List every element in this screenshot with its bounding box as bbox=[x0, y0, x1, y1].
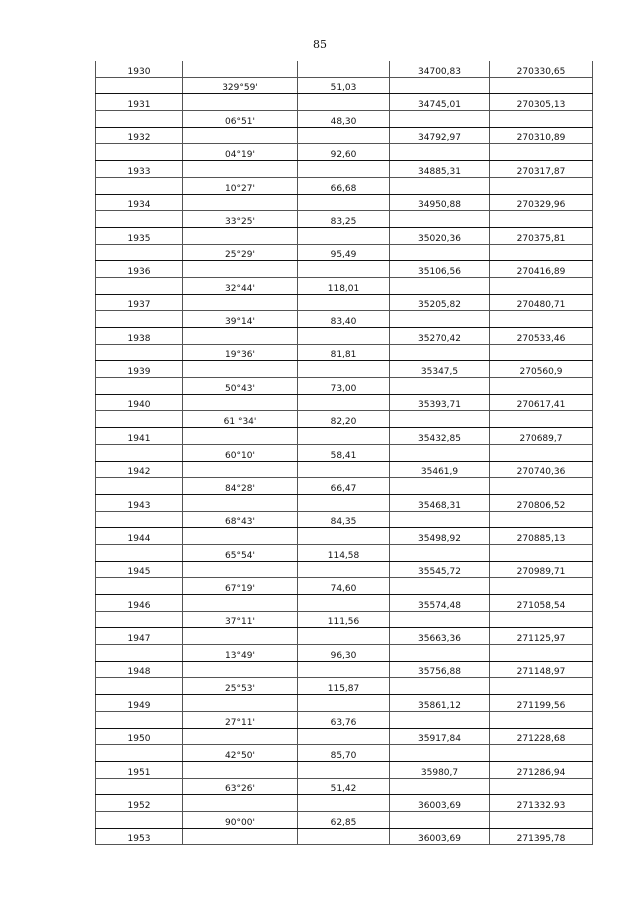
table-row bbox=[96, 177, 593, 194]
y-coordinate-cell bbox=[490, 277, 593, 294]
angle-cell bbox=[183, 528, 298, 545]
distance-cell bbox=[298, 428, 390, 445]
distance-cell bbox=[298, 394, 390, 411]
angle-cell: 329°59' bbox=[183, 77, 298, 94]
angle-cell bbox=[183, 361, 298, 378]
y-coordinate-cell bbox=[490, 745, 593, 762]
year-cell bbox=[96, 77, 183, 94]
distance-cell: 84,35 bbox=[298, 511, 390, 528]
angle-cell bbox=[183, 795, 298, 812]
table-row bbox=[96, 127, 593, 144]
table-row bbox=[96, 611, 593, 628]
angle-cell: 19°36' bbox=[183, 344, 298, 361]
angle-cell: 60°10' bbox=[183, 444, 298, 461]
table-row bbox=[96, 811, 593, 828]
angle-cell: 68°43' bbox=[183, 511, 298, 528]
distance-cell bbox=[298, 328, 390, 345]
y-coordinate-cell bbox=[490, 378, 593, 395]
year-cell bbox=[96, 611, 183, 628]
angle-cell bbox=[183, 227, 298, 244]
table-row bbox=[96, 494, 593, 511]
y-coordinate-cell bbox=[490, 244, 593, 261]
distance-cell bbox=[298, 595, 390, 612]
y-coordinate-cell: 270480,71 bbox=[490, 294, 593, 311]
year-cell: 1945 bbox=[96, 561, 183, 578]
distance-cell bbox=[298, 294, 390, 311]
angle-cell bbox=[183, 695, 298, 712]
x-coordinate-cell bbox=[390, 111, 490, 128]
x-coordinate-cell bbox=[390, 244, 490, 261]
year-cell: 1934 bbox=[96, 194, 183, 211]
year-cell bbox=[96, 211, 183, 228]
distance-cell: 114,58 bbox=[298, 544, 390, 561]
y-coordinate-cell bbox=[490, 144, 593, 161]
x-coordinate-cell: 36003,69 bbox=[390, 828, 490, 845]
year-cell: 1952 bbox=[96, 795, 183, 812]
x-coordinate-cell: 35861,12 bbox=[390, 695, 490, 712]
x-coordinate-cell bbox=[390, 478, 490, 495]
year-cell bbox=[96, 111, 183, 128]
year-cell: 1940 bbox=[96, 394, 183, 411]
table-row bbox=[96, 795, 593, 812]
table-row bbox=[96, 111, 593, 128]
x-coordinate-cell: 35270,42 bbox=[390, 328, 490, 345]
distance-cell: 74,60 bbox=[298, 578, 390, 595]
angle-cell: 10°27' bbox=[183, 177, 298, 194]
table-row bbox=[96, 595, 593, 612]
distance-cell: 92,60 bbox=[298, 144, 390, 161]
y-coordinate-cell: 270740,36 bbox=[490, 461, 593, 478]
y-coordinate-cell: 270317,87 bbox=[490, 161, 593, 178]
y-coordinate-cell: 270533,46 bbox=[490, 328, 593, 345]
distance-cell bbox=[298, 528, 390, 545]
distance-cell: 111,56 bbox=[298, 611, 390, 628]
distance-cell: 115,87 bbox=[298, 678, 390, 695]
x-coordinate-cell bbox=[390, 444, 490, 461]
x-coordinate-cell bbox=[390, 645, 490, 662]
year-cell bbox=[96, 511, 183, 528]
year-cell: 1948 bbox=[96, 661, 183, 678]
distance-cell bbox=[298, 194, 390, 211]
angle-cell bbox=[183, 394, 298, 411]
x-coordinate-cell bbox=[390, 811, 490, 828]
angle-cell bbox=[183, 494, 298, 511]
table-row bbox=[96, 695, 593, 712]
y-coordinate-cell bbox=[490, 311, 593, 328]
year-cell: 1936 bbox=[96, 261, 183, 278]
angle-cell: 04°19' bbox=[183, 144, 298, 161]
y-coordinate-cell: 271058,54 bbox=[490, 595, 593, 612]
year-cell bbox=[96, 144, 183, 161]
y-coordinate-cell bbox=[490, 645, 593, 662]
x-coordinate-cell bbox=[390, 711, 490, 728]
x-coordinate-cell: 35106,56 bbox=[390, 261, 490, 278]
x-coordinate-cell: 35205,82 bbox=[390, 294, 490, 311]
table-row bbox=[96, 378, 593, 395]
angle-cell bbox=[183, 828, 298, 845]
table-row bbox=[96, 294, 593, 311]
distance-cell bbox=[298, 761, 390, 778]
year-cell: 1947 bbox=[96, 628, 183, 645]
angle-cell: 06°51' bbox=[183, 111, 298, 128]
x-coordinate-cell: 35663,36 bbox=[390, 628, 490, 645]
y-coordinate-cell: 270330,65 bbox=[490, 61, 593, 77]
distance-cell: 85,70 bbox=[298, 745, 390, 762]
angle-cell: 32°44' bbox=[183, 277, 298, 294]
angle-cell bbox=[183, 595, 298, 612]
x-coordinate-cell: 35461,9 bbox=[390, 461, 490, 478]
y-coordinate-cell bbox=[490, 444, 593, 461]
table-row bbox=[96, 528, 593, 545]
y-coordinate-cell bbox=[490, 578, 593, 595]
angle-cell bbox=[183, 761, 298, 778]
distance-cell bbox=[298, 728, 390, 745]
angle-cell: 67°19' bbox=[183, 578, 298, 595]
table-row bbox=[96, 144, 593, 161]
table-row bbox=[96, 461, 593, 478]
year-cell bbox=[96, 244, 183, 261]
table-row bbox=[96, 61, 593, 77]
year-cell bbox=[96, 745, 183, 762]
y-coordinate-cell bbox=[490, 177, 593, 194]
y-coordinate-cell: 270989,71 bbox=[490, 561, 593, 578]
year-cell: 1942 bbox=[96, 461, 183, 478]
x-coordinate-cell: 34950,88 bbox=[390, 194, 490, 211]
year-cell: 1941 bbox=[96, 428, 183, 445]
year-cell: 1930 bbox=[96, 61, 183, 77]
year-cell bbox=[96, 311, 183, 328]
table-row bbox=[96, 244, 593, 261]
y-coordinate-cell: 271228,68 bbox=[490, 728, 593, 745]
page-number: 85 bbox=[313, 38, 327, 51]
x-coordinate-cell: 35917,84 bbox=[390, 728, 490, 745]
y-coordinate-cell bbox=[490, 544, 593, 561]
distance-cell bbox=[298, 795, 390, 812]
angle-cell: 37°11' bbox=[183, 611, 298, 628]
distance-cell: 66,47 bbox=[298, 478, 390, 495]
y-coordinate-cell: 271148,97 bbox=[490, 661, 593, 678]
table-row bbox=[96, 394, 593, 411]
x-coordinate-cell bbox=[390, 578, 490, 595]
x-coordinate-cell: 35347,5 bbox=[390, 361, 490, 378]
x-coordinate-cell bbox=[390, 211, 490, 228]
year-cell: 1938 bbox=[96, 328, 183, 345]
year-cell bbox=[96, 711, 183, 728]
x-coordinate-cell bbox=[390, 778, 490, 795]
x-coordinate-cell bbox=[390, 144, 490, 161]
angle-cell bbox=[183, 428, 298, 445]
table-row bbox=[96, 711, 593, 728]
x-coordinate-cell: 35393,71 bbox=[390, 394, 490, 411]
y-coordinate-cell: 270689,7 bbox=[490, 428, 593, 445]
angle-cell: 27°11' bbox=[183, 711, 298, 728]
table-row bbox=[96, 344, 593, 361]
distance-cell: 82,20 bbox=[298, 411, 390, 428]
y-coordinate-cell: 270305,13 bbox=[490, 94, 593, 111]
x-coordinate-cell bbox=[390, 544, 490, 561]
year-cell bbox=[96, 344, 183, 361]
table-row bbox=[96, 328, 593, 345]
table-row bbox=[96, 578, 593, 595]
table-row bbox=[96, 411, 593, 428]
y-coordinate-cell bbox=[490, 111, 593, 128]
y-coordinate-cell: 270329,96 bbox=[490, 194, 593, 211]
year-cell bbox=[96, 411, 183, 428]
year-cell bbox=[96, 578, 183, 595]
angle-cell bbox=[183, 294, 298, 311]
distance-cell: 48,30 bbox=[298, 111, 390, 128]
x-coordinate-cell: 34792,97 bbox=[390, 127, 490, 144]
angle-cell: 13°49' bbox=[183, 645, 298, 662]
year-cell bbox=[96, 778, 183, 795]
year-cell: 1946 bbox=[96, 595, 183, 612]
y-coordinate-cell: 271395,78 bbox=[490, 828, 593, 845]
table-row bbox=[96, 745, 593, 762]
x-coordinate-cell: 35020,36 bbox=[390, 227, 490, 244]
table-row bbox=[96, 728, 593, 745]
x-coordinate-cell: 34885,31 bbox=[390, 161, 490, 178]
distance-cell bbox=[298, 127, 390, 144]
distance-cell bbox=[298, 695, 390, 712]
angle-cell bbox=[183, 628, 298, 645]
x-coordinate-cell bbox=[390, 611, 490, 628]
y-coordinate-cell bbox=[490, 678, 593, 695]
x-coordinate-cell: 35980,7 bbox=[390, 761, 490, 778]
table-row bbox=[96, 77, 593, 94]
distance-cell: 66,68 bbox=[298, 177, 390, 194]
table-row bbox=[96, 161, 593, 178]
distance-cell: 83,25 bbox=[298, 211, 390, 228]
x-coordinate-cell: 34745,01 bbox=[390, 94, 490, 111]
y-coordinate-cell bbox=[490, 711, 593, 728]
distance-cell: 81,81 bbox=[298, 344, 390, 361]
table-row bbox=[96, 361, 593, 378]
x-coordinate-cell bbox=[390, 745, 490, 762]
y-coordinate-cell bbox=[490, 778, 593, 795]
angle-cell bbox=[183, 61, 298, 77]
angle-cell bbox=[183, 261, 298, 278]
table-row bbox=[96, 211, 593, 228]
table-row bbox=[96, 194, 593, 211]
table-row bbox=[96, 94, 593, 111]
angle-cell: 25°53' bbox=[183, 678, 298, 695]
year-cell bbox=[96, 378, 183, 395]
y-coordinate-cell: 270617,41 bbox=[490, 394, 593, 411]
distance-cell: 96,30 bbox=[298, 645, 390, 662]
distance-cell bbox=[298, 828, 390, 845]
year-cell: 1951 bbox=[96, 761, 183, 778]
y-coordinate-cell bbox=[490, 411, 593, 428]
angle-cell: 25°29' bbox=[183, 244, 298, 261]
x-coordinate-cell bbox=[390, 277, 490, 294]
y-coordinate-cell: 270416,89 bbox=[490, 261, 593, 278]
table-row bbox=[96, 428, 593, 445]
angle-cell: 90°00' bbox=[183, 811, 298, 828]
distance-cell bbox=[298, 628, 390, 645]
y-coordinate-cell bbox=[490, 344, 593, 361]
distance-cell: 51,03 bbox=[298, 77, 390, 94]
year-cell: 1949 bbox=[96, 695, 183, 712]
x-coordinate-cell: 35468,31 bbox=[390, 494, 490, 511]
table-row bbox=[96, 761, 593, 778]
table-row bbox=[96, 628, 593, 645]
table-row bbox=[96, 561, 593, 578]
y-coordinate-cell bbox=[490, 511, 593, 528]
y-coordinate-cell bbox=[490, 77, 593, 94]
angle-cell bbox=[183, 127, 298, 144]
x-coordinate-cell bbox=[390, 344, 490, 361]
year-cell: 1937 bbox=[96, 294, 183, 311]
y-coordinate-cell bbox=[490, 811, 593, 828]
distance-cell: 62,85 bbox=[298, 811, 390, 828]
year-cell: 1953 bbox=[96, 828, 183, 845]
x-coordinate-cell: 35756,88 bbox=[390, 661, 490, 678]
distance-cell bbox=[298, 461, 390, 478]
x-coordinate-cell: 35574,48 bbox=[390, 595, 490, 612]
year-cell bbox=[96, 177, 183, 194]
coordinates-table bbox=[95, 61, 593, 845]
y-coordinate-cell bbox=[490, 611, 593, 628]
distance-cell: 51,42 bbox=[298, 778, 390, 795]
y-coordinate-cell: 271125,97 bbox=[490, 628, 593, 645]
y-coordinate-cell: 271332.93 bbox=[490, 795, 593, 812]
year-cell: 1935 bbox=[96, 227, 183, 244]
angle-cell: 61 °34' bbox=[183, 411, 298, 428]
year-cell: 1939 bbox=[96, 361, 183, 378]
year-cell: 1944 bbox=[96, 528, 183, 545]
table-row bbox=[96, 511, 593, 528]
distance-cell: 83,40 bbox=[298, 311, 390, 328]
table-row bbox=[96, 778, 593, 795]
distance-cell bbox=[298, 661, 390, 678]
angle-cell bbox=[183, 661, 298, 678]
y-coordinate-cell: 270560,9 bbox=[490, 361, 593, 378]
year-cell bbox=[96, 444, 183, 461]
distance-cell bbox=[298, 494, 390, 511]
distance-cell bbox=[298, 227, 390, 244]
year-cell bbox=[96, 645, 183, 662]
distance-cell bbox=[298, 561, 390, 578]
year-cell bbox=[96, 478, 183, 495]
table-row bbox=[96, 311, 593, 328]
angle-cell bbox=[183, 328, 298, 345]
x-coordinate-cell bbox=[390, 511, 490, 528]
year-cell: 1932 bbox=[96, 127, 183, 144]
angle-cell bbox=[183, 561, 298, 578]
y-coordinate-cell bbox=[490, 478, 593, 495]
table-row bbox=[96, 444, 593, 461]
table-row bbox=[96, 227, 593, 244]
x-coordinate-cell bbox=[390, 77, 490, 94]
distance-cell bbox=[298, 361, 390, 378]
x-coordinate-cell bbox=[390, 378, 490, 395]
year-cell bbox=[96, 678, 183, 695]
y-coordinate-cell bbox=[490, 211, 593, 228]
year-cell bbox=[96, 811, 183, 828]
distance-cell bbox=[298, 94, 390, 111]
y-coordinate-cell: 270310,89 bbox=[490, 127, 593, 144]
distance-cell: 63,76 bbox=[298, 711, 390, 728]
angle-cell: 63°26' bbox=[183, 778, 298, 795]
angle-cell: 84°28' bbox=[183, 478, 298, 495]
y-coordinate-cell: 271286,94 bbox=[490, 761, 593, 778]
angle-cell: 39°14' bbox=[183, 311, 298, 328]
table-row bbox=[96, 645, 593, 662]
year-cell: 1950 bbox=[96, 728, 183, 745]
y-coordinate-cell: 271199,56 bbox=[490, 695, 593, 712]
distance-cell: 58,41 bbox=[298, 444, 390, 461]
year-cell bbox=[96, 544, 183, 561]
distance-cell bbox=[298, 61, 390, 77]
distance-cell bbox=[298, 161, 390, 178]
x-coordinate-cell: 34700,83 bbox=[390, 61, 490, 77]
table-body bbox=[96, 61, 593, 845]
distance-cell: 73,00 bbox=[298, 378, 390, 395]
x-coordinate-cell bbox=[390, 411, 490, 428]
x-coordinate-cell bbox=[390, 678, 490, 695]
y-coordinate-cell: 270375,81 bbox=[490, 227, 593, 244]
table-row bbox=[96, 544, 593, 561]
y-coordinate-cell: 270885,13 bbox=[490, 528, 593, 545]
table-row bbox=[96, 277, 593, 294]
y-coordinate-cell: 270806,52 bbox=[490, 494, 593, 511]
distance-cell: 118,01 bbox=[298, 277, 390, 294]
table-row bbox=[96, 828, 593, 845]
x-coordinate-cell bbox=[390, 311, 490, 328]
angle-cell: 33°25' bbox=[183, 211, 298, 228]
distance-cell bbox=[298, 261, 390, 278]
angle-cell bbox=[183, 461, 298, 478]
table-row bbox=[96, 678, 593, 695]
x-coordinate-cell: 36003,69 bbox=[390, 795, 490, 812]
year-cell: 1933 bbox=[96, 161, 183, 178]
table-row bbox=[96, 261, 593, 278]
table-row bbox=[96, 661, 593, 678]
angle-cell bbox=[183, 94, 298, 111]
distance-cell: 95,49 bbox=[298, 244, 390, 261]
x-coordinate-cell: 35545,72 bbox=[390, 561, 490, 578]
angle-cell: 50°43' bbox=[183, 378, 298, 395]
year-cell bbox=[96, 277, 183, 294]
angle-cell bbox=[183, 728, 298, 745]
angle-cell: 42°50' bbox=[183, 745, 298, 762]
year-cell: 1943 bbox=[96, 494, 183, 511]
year-cell: 1931 bbox=[96, 94, 183, 111]
angle-cell bbox=[183, 161, 298, 178]
x-coordinate-cell: 35432,85 bbox=[390, 428, 490, 445]
angle-cell: 65°54' bbox=[183, 544, 298, 561]
angle-cell bbox=[183, 194, 298, 211]
x-coordinate-cell: 35498,92 bbox=[390, 528, 490, 545]
x-coordinate-cell bbox=[390, 177, 490, 194]
table-row bbox=[96, 478, 593, 495]
